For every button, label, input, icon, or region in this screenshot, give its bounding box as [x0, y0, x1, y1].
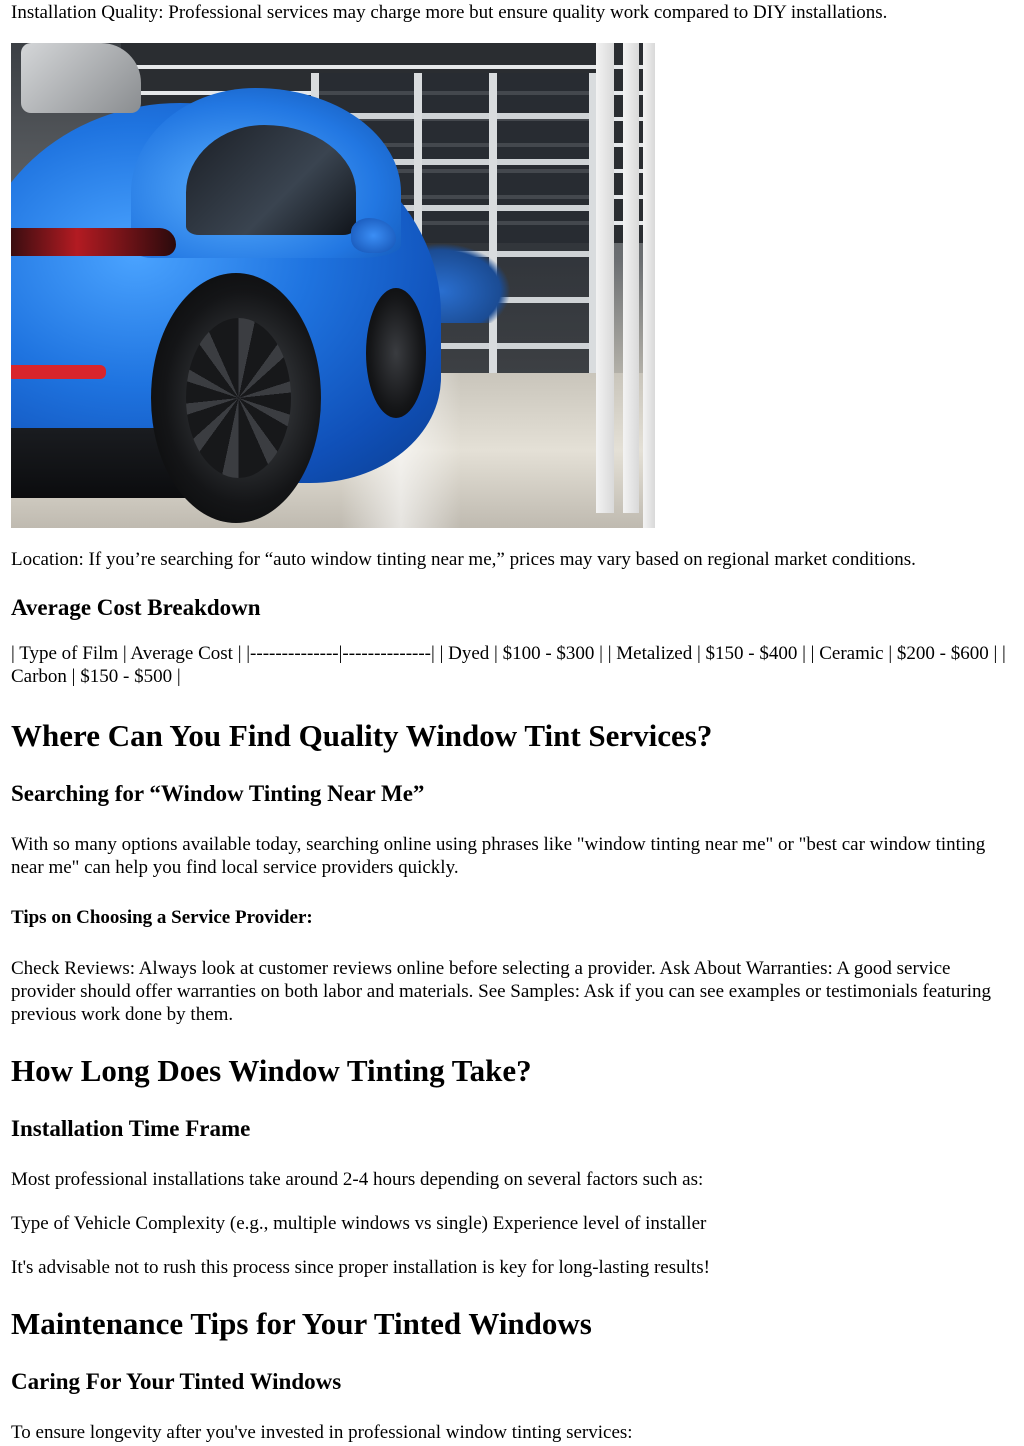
tips-heading: Tips on Choosing a Service Provider: — [11, 907, 313, 928]
tips-paragraph: Check Reviews: Always look at customer reviews online before selecting a provider. Ask About Warranties: A good service provider should offer warranties on both labor and materials. See Samples: Ask if you can see examples or testimonials featuring previous work done by them. — [11, 958, 992, 1025]
factors-paragraph: Type of Vehicle Complexity (e.g., multiple windows vs single) Experience level of installer — [11, 1213, 707, 1234]
advisable-paragraph: It's advisable not to rush this process since proper installation is key for long-lasting results! — [11, 1257, 710, 1278]
garage-pillar — [596, 43, 614, 513]
door-frame — [489, 73, 497, 373]
longevity-paragraph: To ensure longevity after you've invested in professional window tinting services: — [11, 1422, 633, 1443]
searching-heading: Searching for “Window Tinting Near Me” — [11, 781, 425, 806]
time-frame-heading: Installation Time Frame — [11, 1116, 251, 1141]
car-reflector — [11, 365, 106, 379]
blue-sports-car-garage-photo — [11, 43, 655, 528]
garage-pillar — [643, 43, 655, 528]
article-body — [11, 0, 1017, 1444]
searching-paragraph: With so many options available today, searching online using phrases like "window tinting near me" or "best car window tinting near me" can help you find local service providers quickly. — [11, 834, 986, 878]
installation-quality-paragraph: Installation Quality: Professional services may charge more but ensure quality work compared to DIY installations. — [11, 2, 888, 23]
caring-heading: Caring For Your Tinted Windows — [11, 1369, 342, 1394]
car-taillight — [11, 228, 176, 256]
average-cost-heading: Average Cost Breakdown — [11, 595, 261, 620]
location-paragraph: Location: If you’re searching for “auto window tinting near me,” prices may vary based on regional market conditions. — [11, 549, 916, 570]
rear-wheel — [151, 273, 321, 523]
front-wheel — [366, 288, 426, 418]
how-long-heading: How Long Does Window Tinting Take? — [11, 1053, 532, 1088]
garage-pillar — [623, 43, 639, 513]
installation-time-paragraph: Most professional installations take around 2-4 hours depending on several factors such as: — [11, 1169, 704, 1190]
cost-table-text: | Type of Film | Average Cost | |--------------|--------------| | Dyed | $100 - $300 | | Metalized | $150 - $400 | | Ceramic | $200 - $600 | | Carbon | $150 - $500 | — [11, 643, 1006, 687]
where-find-heading: Where Can You Find Quality Window Tint Services? — [11, 718, 713, 753]
maintenance-heading: Maintenance Tips for Your Tinted Windows — [11, 1306, 592, 1341]
car-spoiler — [21, 43, 141, 113]
